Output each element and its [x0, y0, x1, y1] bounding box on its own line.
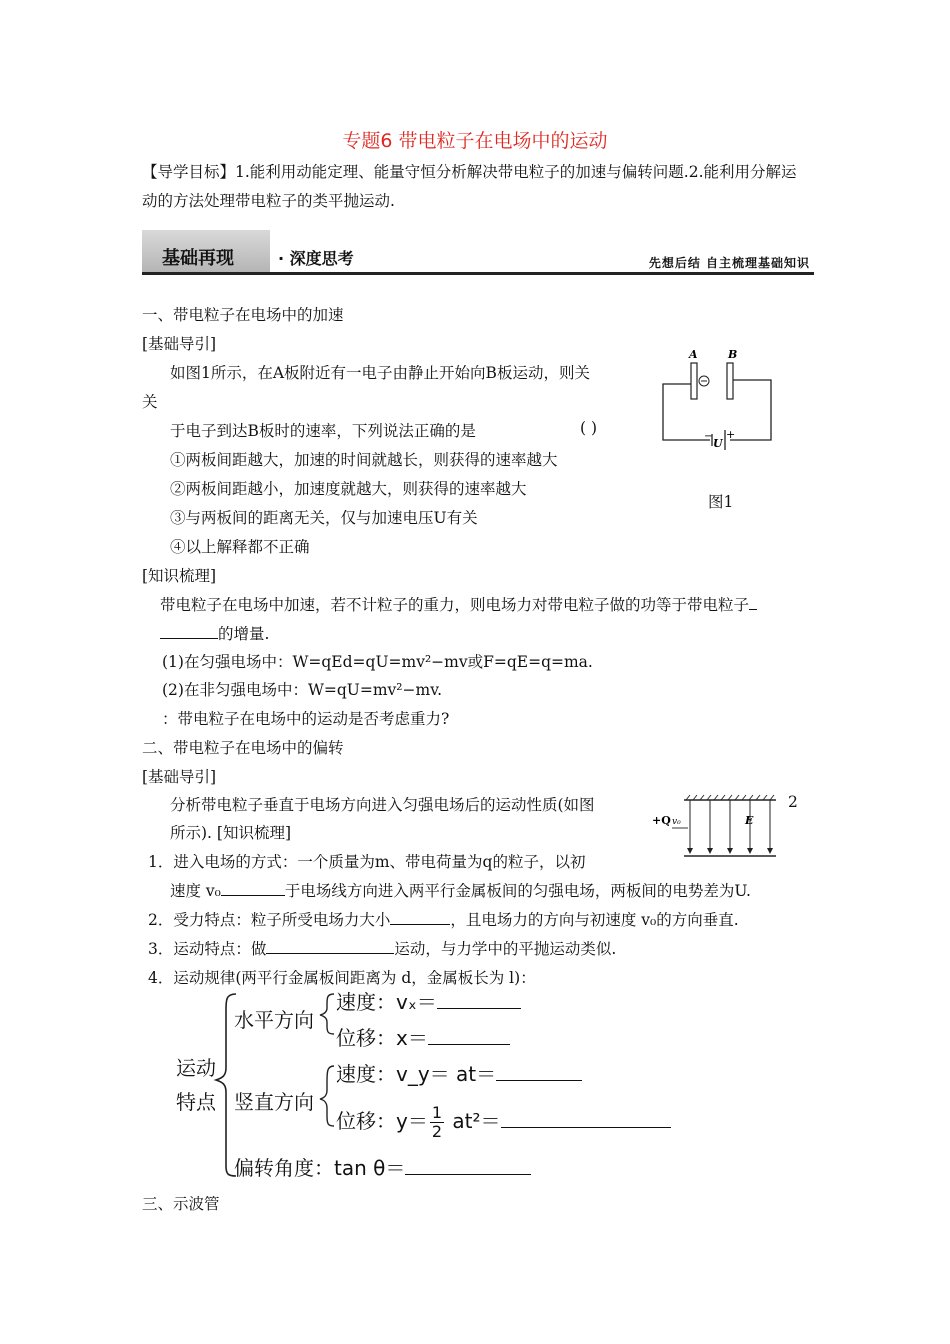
blank-line	[221, 880, 285, 896]
option-1: ①两板间距越大，加速的时间就越长，则获得的速率越大	[170, 451, 558, 469]
knowledge-text-1	[160, 593, 757, 615]
item-1a: 1．进入电场的方式：一个质量为m、带电荷量为q的粒子，以初	[148, 853, 586, 871]
horizontal-speed-formula	[336, 986, 521, 1015]
label-plus: +	[726, 428, 736, 441]
deflection-angle-text: 偏转角度：tan θ＝	[234, 1156, 406, 1180]
blank-line	[266, 938, 394, 954]
horizontal-displacement-text: 位移：x＝	[336, 1026, 428, 1050]
item-3-pre: 3．运动特点：做	[148, 940, 267, 958]
vertical-speed-text: 速度：v_y＝ at＝	[336, 1062, 497, 1086]
option-2: ②两板间距越小，加速度就越大，则获得的速率越大	[170, 480, 527, 498]
fraction-denominator: 2	[431, 1122, 443, 1141]
label-a: A	[689, 348, 698, 361]
plate-a	[691, 363, 697, 399]
banner-main-text: 基础再现	[162, 248, 234, 269]
question1-wrap: 关	[142, 393, 158, 411]
figure1-circuit-diagram	[655, 344, 780, 454]
guide2-line1: 分析带电粒子垂直于电场方向进入匀强电场后的运动性质(如图	[170, 796, 595, 814]
vertical-displacement-text: 位移：y＝	[336, 1109, 428, 1133]
banner-sub-label: 深度思考	[289, 249, 354, 268]
knowledge-text-2	[160, 622, 269, 644]
learning-goals	[142, 158, 810, 216]
motion-label-top: 运动	[176, 1056, 216, 1080]
item-4: 4．运动规律(两平行金属板间距离为 d，金属板长为 l)：	[148, 969, 536, 987]
item-1b	[170, 879, 751, 901]
banner-dot: ·	[278, 249, 285, 268]
blank-line	[501, 1109, 671, 1128]
option-4: ④以上解释都不正确	[170, 538, 310, 556]
label-u: U	[713, 437, 723, 450]
blank-line	[428, 1026, 510, 1045]
knowledge-text-1-main: 带电粒子在电场中加速，若不计粒子的重力，则电场力对带电粒子做的功等于带电粒子	[160, 596, 750, 614]
answer-paren: ( )	[580, 419, 598, 437]
banner-right-text: 先想后结 自主梳理基础知识	[648, 256, 810, 270]
label-charge: +Q	[652, 814, 671, 827]
motion-label-bottom: 特点	[176, 1090, 216, 1114]
item-2	[148, 908, 739, 930]
knowledge-item-2: (2)在非匀强电场中：W=qU=mv²−mv.	[162, 681, 443, 699]
item-1b-pre: 速度 v₀	[170, 882, 221, 900]
item-2-pre: 2．受力特点：粒子所受电场力大小	[148, 911, 391, 929]
plate-b	[727, 363, 733, 399]
blank-line	[405, 1156, 531, 1175]
label-velocity: v₀	[672, 817, 681, 827]
blank-line	[749, 594, 757, 610]
field-lines	[690, 800, 770, 850]
vertical-displacement-post: at²＝	[446, 1109, 501, 1133]
deflection-angle-formula	[234, 1152, 531, 1181]
option-3: ③与两板间的距离无关，仅与加速电压U有关	[170, 509, 478, 527]
horizontal-brace	[320, 994, 334, 1034]
vertical-speed-formula	[336, 1058, 582, 1087]
knowledge-item-1: (1)在匀强电场中：W=qEd=qU=mv²−mv或F=qE=q=ma.	[162, 653, 593, 671]
section1-guide-tag: [基础导引]	[142, 335, 217, 353]
outer-brace	[216, 994, 236, 1176]
knowledge-note: ：带电粒子在电场中的运动是否考虑重力?	[162, 710, 450, 728]
vertical-direction-label: 竖直方向	[234, 1090, 314, 1114]
question1-line2: 于电子到达B板时的速率，下列说法正确的是	[170, 422, 476, 440]
vertical-displacement-formula	[336, 1104, 671, 1141]
item-1b-post: 于电场线方向进入两平行金属板间的匀强电场，两板间的电势差为U.	[284, 882, 751, 900]
vertical-brace	[320, 1066, 334, 1126]
question1-line1: 如图1所示，在A板附近有一电子由静止开始向B板运动，则关	[170, 364, 590, 382]
fraction-one-half	[430, 1104, 444, 1141]
section1-heading: 一、带电粒子在电场中的加速	[142, 306, 344, 324]
figure2-number: 2	[788, 793, 798, 811]
item-3	[148, 937, 616, 959]
item-3-post: 运动，与力学中的平抛运动类似.	[394, 940, 617, 958]
item-2-post: ，且电场力的方向与初速度 v₀的方向垂直.	[450, 911, 739, 929]
blank-line	[496, 1062, 582, 1081]
label-minus: −	[704, 431, 713, 442]
horizontal-displacement-formula	[336, 1022, 510, 1051]
figure1-caption: 图1	[708, 493, 734, 511]
horizontal-direction-label: 水平方向	[234, 1008, 314, 1032]
label-b: B	[728, 348, 738, 361]
guide2-line2: 所示). [知识梳理]	[170, 824, 291, 842]
label-field: E	[745, 814, 754, 827]
banner-sub-text	[278, 246, 354, 269]
horizontal-speed-text: 速度：vₓ＝	[336, 990, 437, 1014]
figure2-field-diagram	[652, 792, 782, 860]
knowledge-tag-1: [知识梳理]	[142, 567, 217, 585]
page-title: 专题6 带电粒子在电场中的运动	[342, 130, 608, 152]
learning-goals-text: 1.能利用动能定理、能量守恒分析解决带电粒子的加速与偏转问题.2.能利用分解运动的方法处理带电粒子的类平抛运动.	[142, 163, 797, 210]
section-banner	[142, 230, 814, 278]
knowledge-text-2-main: 的增量.	[218, 625, 270, 643]
learning-goals-label: 【导学目标】	[142, 163, 236, 181]
blank-line	[160, 623, 218, 639]
fraction-numerator: 1	[431, 1103, 443, 1122]
section2-guide-tag: [基础导引]	[142, 768, 217, 786]
banner-rule	[142, 272, 814, 275]
section3-heading: 三、示波管	[142, 1195, 220, 1213]
blank-line	[437, 990, 521, 1009]
blank-line	[390, 909, 450, 925]
section2-heading: 二、带电粒子在电场中的偏转	[142, 739, 344, 757]
